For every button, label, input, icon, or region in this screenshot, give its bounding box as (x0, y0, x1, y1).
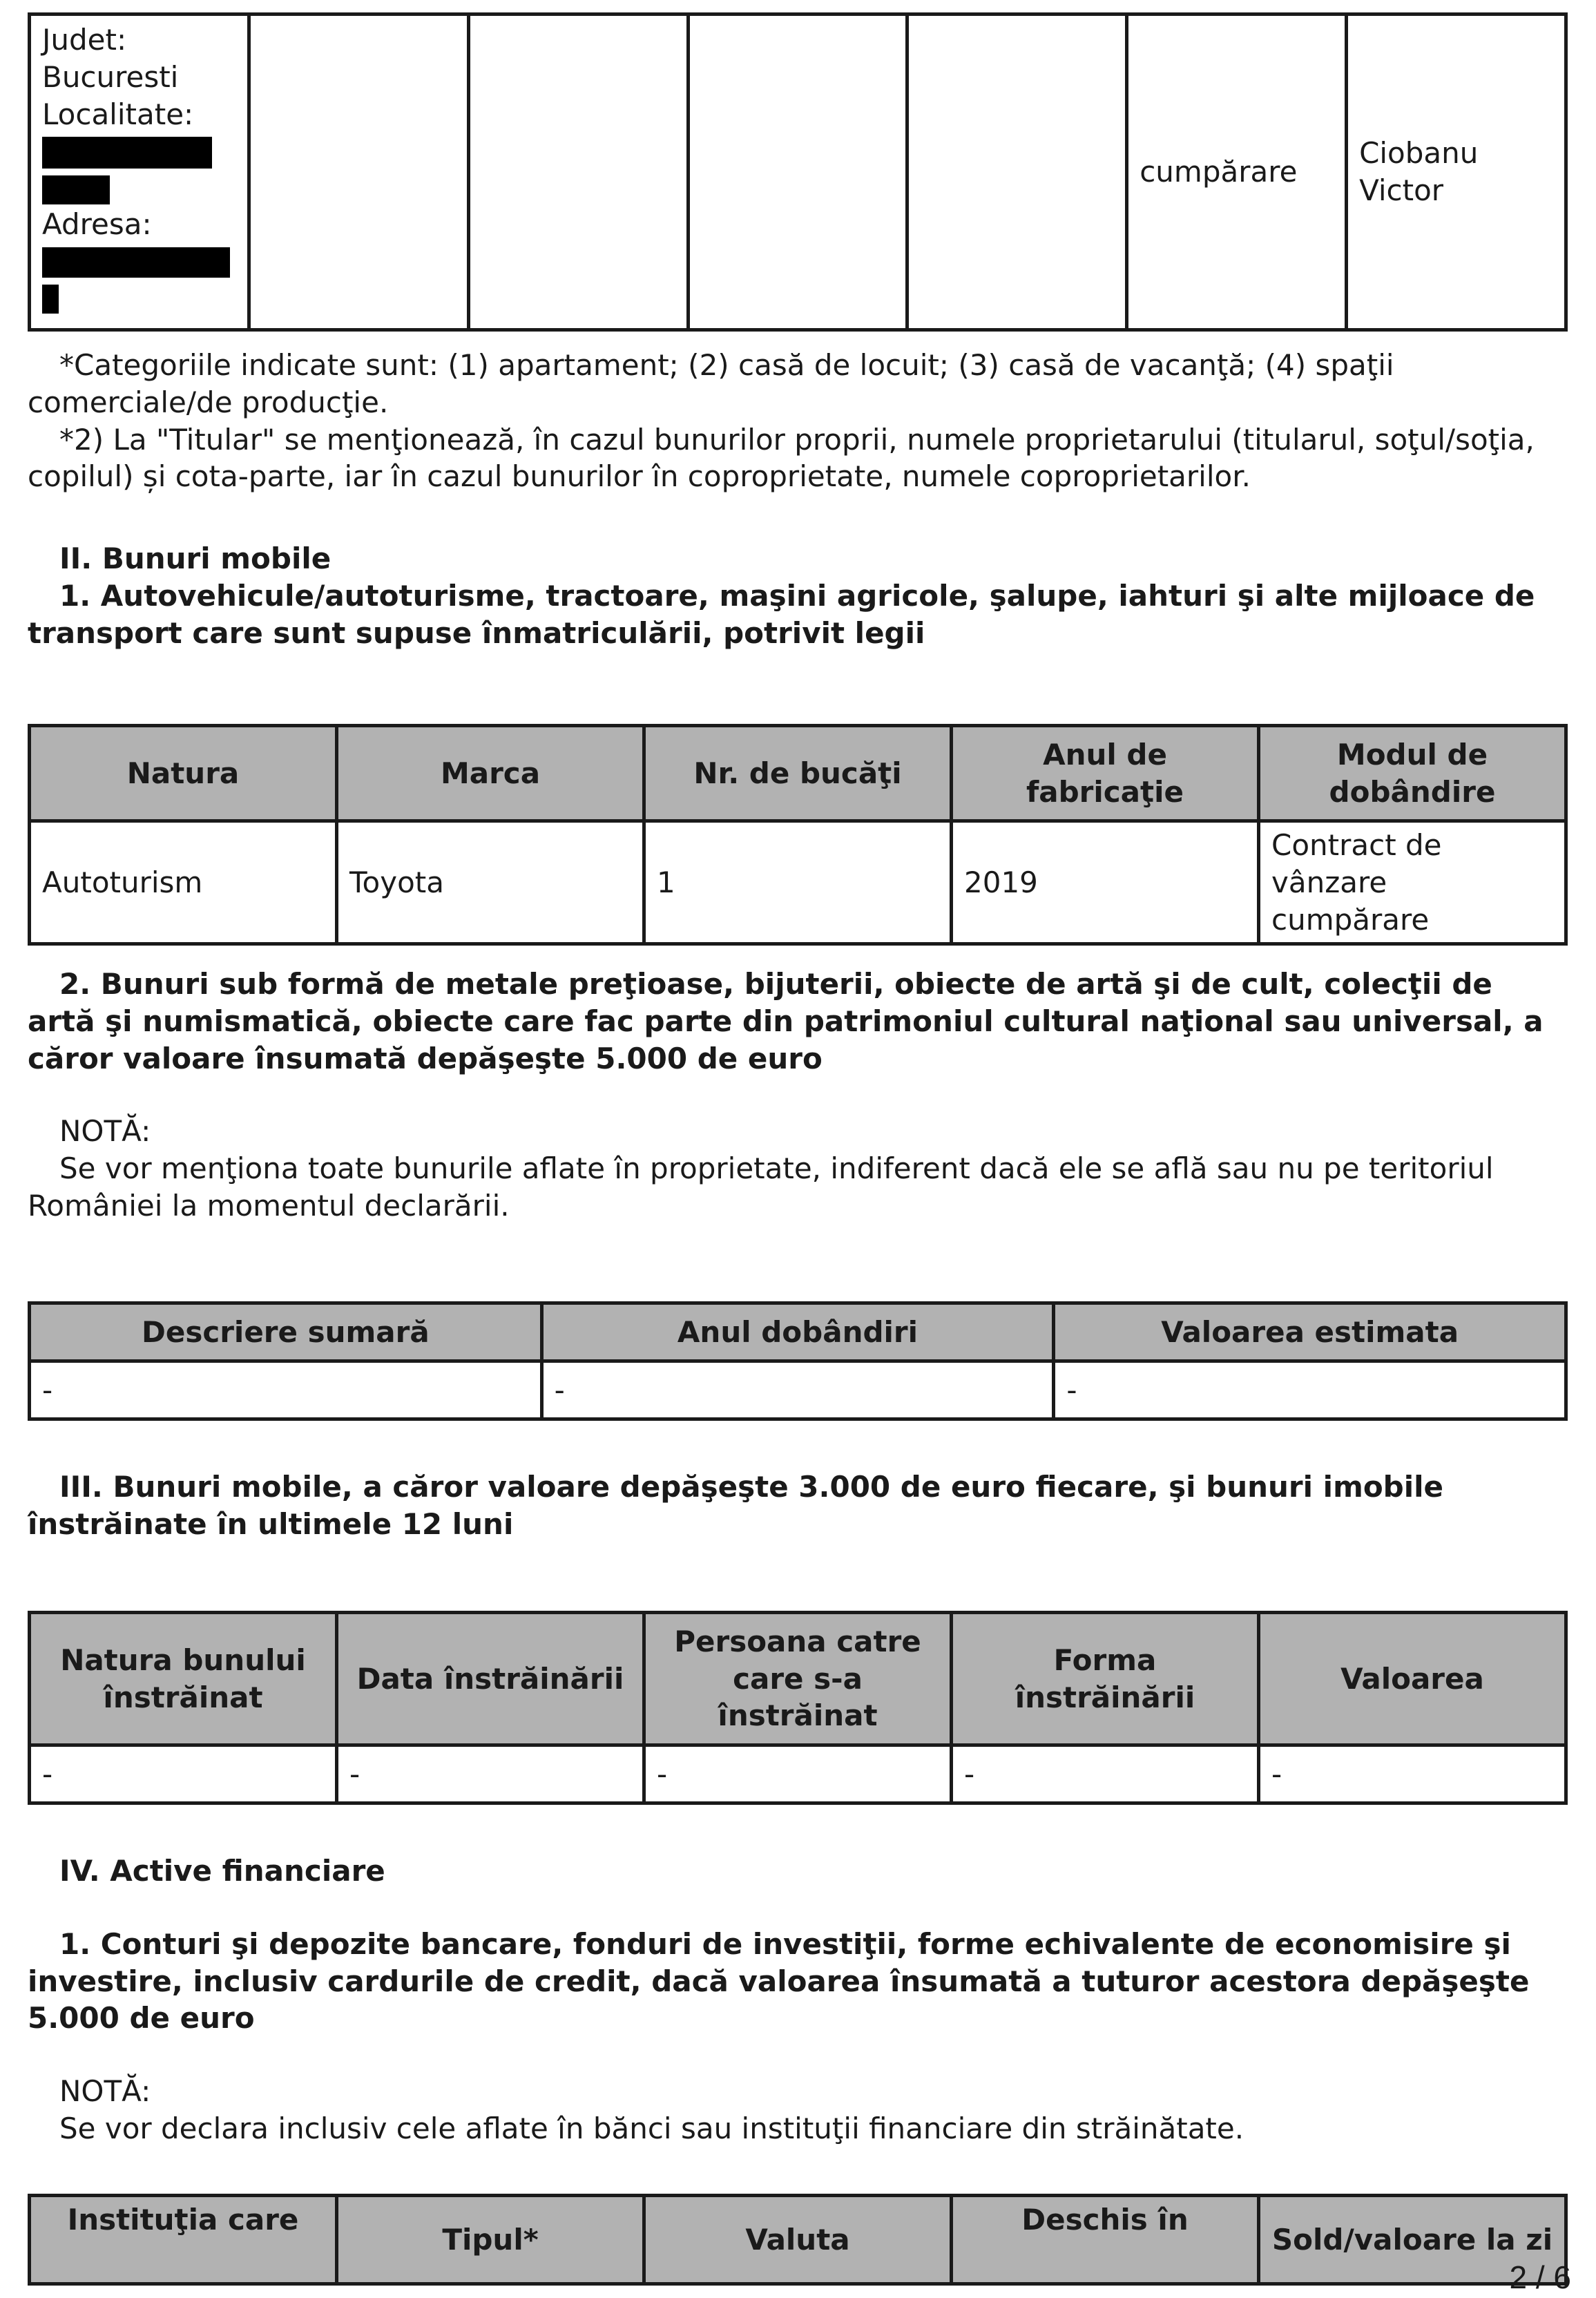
table-header-row (30, 2196, 1566, 2284)
section-2-subsection-2 (28, 966, 1568, 1225)
header-deschis-in: Deschis în (952, 2196, 1259, 2284)
redaction-bar (42, 285, 59, 314)
section-3-heading (28, 1468, 1568, 1543)
empty-cell (249, 15, 468, 330)
redaction-bar (42, 175, 110, 204)
header-tipul: Tipul* (337, 2196, 644, 2284)
judet-value: Bucuresti (42, 59, 179, 94)
note-titular: *2) La "Titular" se menţionează, în cazul bunurilor proprii, numele proprietarului (titularul, soţul/soţia, copilul) și cota-parte, iar în cazul bunurilor în coproprietate, numele coproprietarilor. (28, 422, 1535, 494)
header-data-instrainarii: Data înstrăinării (337, 1613, 644, 1745)
section-4-heading (28, 1852, 1568, 2147)
header-sold: Sold/valoare la zi (1259, 2196, 1566, 2284)
cell-anul-dobandiri: - (541, 1361, 1054, 1419)
redaction-bar (42, 137, 212, 169)
category-notes (28, 347, 1568, 495)
vehicles-table (28, 724, 1568, 946)
cell-natura: Autoturism (30, 821, 337, 944)
header-modul-dobandire: Modul de dobândire (1259, 726, 1566, 821)
nota-label: NOTĂ: (59, 2074, 151, 2108)
header-valoarea: Valoarea (1259, 1613, 1566, 1745)
redaction-bar (42, 247, 230, 278)
adresa-label: Adresa: (42, 207, 152, 242)
acquisition-mode-cell: cumpărare (1127, 15, 1347, 330)
location-cell (30, 15, 249, 330)
bank-accounts-table (28, 2194, 1568, 2286)
cell-forma-instrainarii: - (952, 1745, 1259, 1803)
header-natura-bunului: Natura bunului înstrăinat (30, 1613, 337, 1745)
owner-cell: Ciobanu Victor (1347, 15, 1566, 330)
header-descriere: Descriere sumară (30, 1303, 542, 1361)
page-number: 2 / 6 (1509, 2259, 1571, 2295)
subsection-title: 1. Autovehicule/autoturisme, tractoare, maşini agricole, şalupe, iahturi şi alte mijloace de transport care sunt supuse înmatriculării, potrivit legii (28, 578, 1535, 650)
table-header-row (30, 726, 1566, 821)
header-persoana: Persoana catre care s-a înstrăinat (644, 1613, 952, 1745)
section-2-heading (28, 540, 1568, 651)
cell-natura-bunului: - (30, 1745, 337, 1803)
nota-text: Se vor menţiona toate bunurile aflate în proprietate, indiferent dacă ele se află sau nu pe teritoriul României la momentul declarării. (28, 1151, 1494, 1223)
subsection-title: 1. Conturi şi depozite bancare, fonduri de investiţii, forme echivalente de economisire şi investire, inclusiv cardurile de credit, dacă valoarea însumată a tuturor acestora depăşeşte 5.000 de euro (28, 1926, 1530, 2036)
section-title: III. Bunuri mobile, a căror valoare depăşeşte 3.000 de euro fiecare, şi bunuri imobile înstrăinate în ultimele 12 luni (28, 1470, 1444, 1541)
valuables-table (28, 1301, 1568, 1421)
header-nr-bucati: Nr. de bucăţi (644, 726, 952, 821)
cell-persoana: - (644, 1745, 952, 1803)
cell-anul-fabricatie: 2019 (952, 821, 1259, 944)
header-anul-dobandiri: Anul dobândiri (541, 1303, 1054, 1361)
localitate-label: Localitate: (42, 97, 194, 131)
document-page (28, 0, 1568, 2295)
section-title: IV. Active financiare (59, 1854, 385, 1888)
table-header-row (30, 1303, 1566, 1361)
header-forma-instrainarii: Forma înstrăinării (952, 1613, 1259, 1745)
cell-modul-dobandire: Contract de vânzare cumpărare (1259, 821, 1566, 944)
table-row (30, 821, 1566, 944)
header-valuta: Valuta (644, 2196, 952, 2284)
cell-descriere: - (30, 1361, 542, 1419)
judet-label: Judet: (42, 23, 127, 57)
alienated-assets-table (28, 1611, 1568, 1805)
cell-nr-bucati: 1 (644, 821, 952, 944)
table-header-row (30, 1613, 1566, 1745)
table-row (30, 1745, 1566, 1803)
header-anul-fabricatie: Anul de fabricaţie (952, 726, 1259, 821)
real-estate-continuation-table (28, 12, 1568, 332)
empty-cell (907, 15, 1127, 330)
nota-label: NOTĂ: (59, 1114, 151, 1149)
header-natura: Natura (30, 726, 337, 821)
empty-cell (688, 15, 907, 330)
cell-marca: Toyota (337, 821, 644, 944)
cell-valoarea: - (1054, 1361, 1566, 1419)
header-institutia: Instituţia care (30, 2196, 337, 2284)
header-valoarea: Valoarea estimata (1054, 1303, 1566, 1361)
table-row (30, 1361, 1566, 1419)
note-categories: *Categoriile indicate sunt: (1) apartament; (2) casă de locuit; (3) casă de vacanţă; (4) spaţii comerciale/de producţie. (28, 348, 1394, 419)
subsection-title: 2. Bunuri sub formă de metale preţioase, bijuterii, obiecte de artă şi de cult, colecţii de artă şi numismatică, obiecte care fac parte din patrimoniul cultural naţional sau universal, a căror valoare însumată depăşeşte 5.000 de euro (28, 967, 1544, 1075)
header-marca: Marca (337, 726, 644, 821)
nota-text: Se vor declara inclusiv cele aflate în bănci sau instituţii financiare din străinătate. (59, 2111, 1244, 2145)
section-title: II. Bunuri mobile (59, 542, 331, 575)
empty-cell (468, 15, 688, 330)
table-row (30, 15, 1566, 330)
cell-valoarea: - (1259, 1745, 1566, 1803)
cell-data-instrainarii: - (337, 1745, 644, 1803)
